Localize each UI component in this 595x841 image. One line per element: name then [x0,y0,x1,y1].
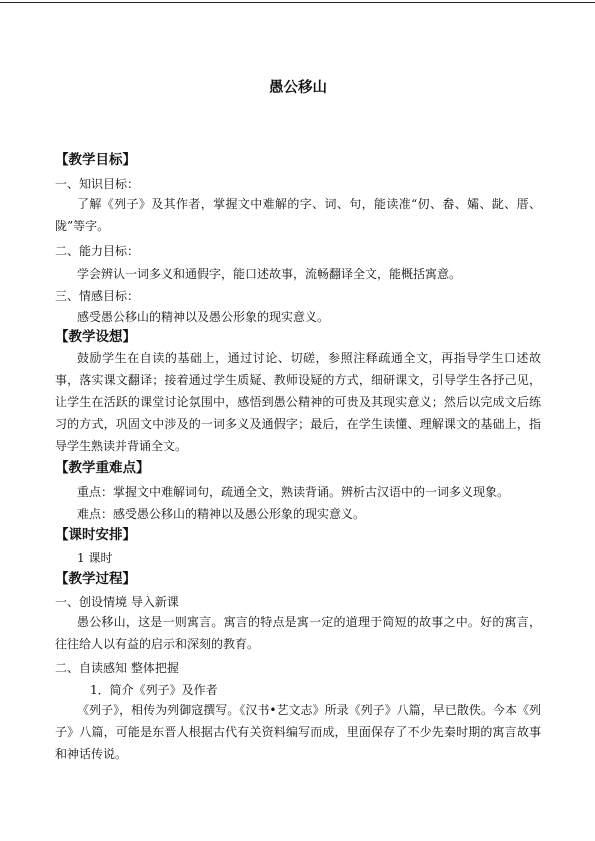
schedule-text: 1 课时 [77,551,113,565]
design-heading: 【教学设想】 [55,329,136,345]
process-heading: 【教学过程】 [55,571,136,587]
design-text: 鼓励学生在自读的基础上，通过讨论、切磋，参照注释疏通全文，再指导学生口述故事，落实课文翻译；接着通过学生质疑、教师设疑的方式，细研课文，引导学生各抒己见，让学生在活跃的课堂讨论氛围中，感悟到愚公精神的可贵及其现实意义；然后以完成文后练习的方式，巩固文中涉及的一词多义及通假字；最后，在学生读懂、理解课文的基础上，指导学生熟读并背诵全文。 [55,351,541,453]
ability-goal-label: 二、能力目标： [55,244,140,258]
schedule-heading: 【课时安排】 [55,527,136,543]
process-step1-label: 一、创设情境 导入新课 [55,595,179,609]
knowledge-goal-text: 了解《列子》及其作者，掌握文中难解的字、词、句，能读准“仞、畚、孀、龀、厝、陇”等字。 [55,197,541,233]
difficult-point-text: 难点：感受愚公移山的精神以及愚公形象的现实意义。 [77,507,366,521]
document-title: 愚公移山 [269,80,327,96]
knowledge-goal-label: 一、知识目标： [55,177,140,191]
process-step1-text: 愚公移山，这是一则寓言。寓言的特点是寓一定的道理于简短的故事之中。好的寓言，往往给人以有益的启示和深刻的教育。 [55,615,541,651]
keypoints-heading: 【教学重难点】 [55,460,150,476]
emotion-goal-label: 三、情感目标： [55,289,140,303]
header-rule [0,2,595,3]
key-point-text: 重点：掌握文中难解词句，疏通全文，熟读背诵。辨析古汉语中的一词多义现象。 [77,485,510,499]
process-step2-sub-text: 《列子》，相传为列御寇撰写。《汉书•艺文志》所录《列子》八篇，早已散佚。今本《列子》八篇，可能是东晋人根据古代有关资料编写而成，里面保存了不少先秦时期的寓言故事和神话传说。 [55,703,541,761]
process-step2-sub-label: 1．简介《列子》及作者 [90,683,218,697]
process-step2-label: 二、自读感知 整体把握 [55,661,179,675]
goals-heading: 【教学目标】 [55,152,136,168]
emotion-goal-text: 感受愚公移山的精神以及愚公形象的现实意义。 [77,310,330,324]
ability-goal-text: 学会辨认一词多义和通假字，能口述故事，流畅翻译全文，能概括寓意。 [77,267,462,281]
